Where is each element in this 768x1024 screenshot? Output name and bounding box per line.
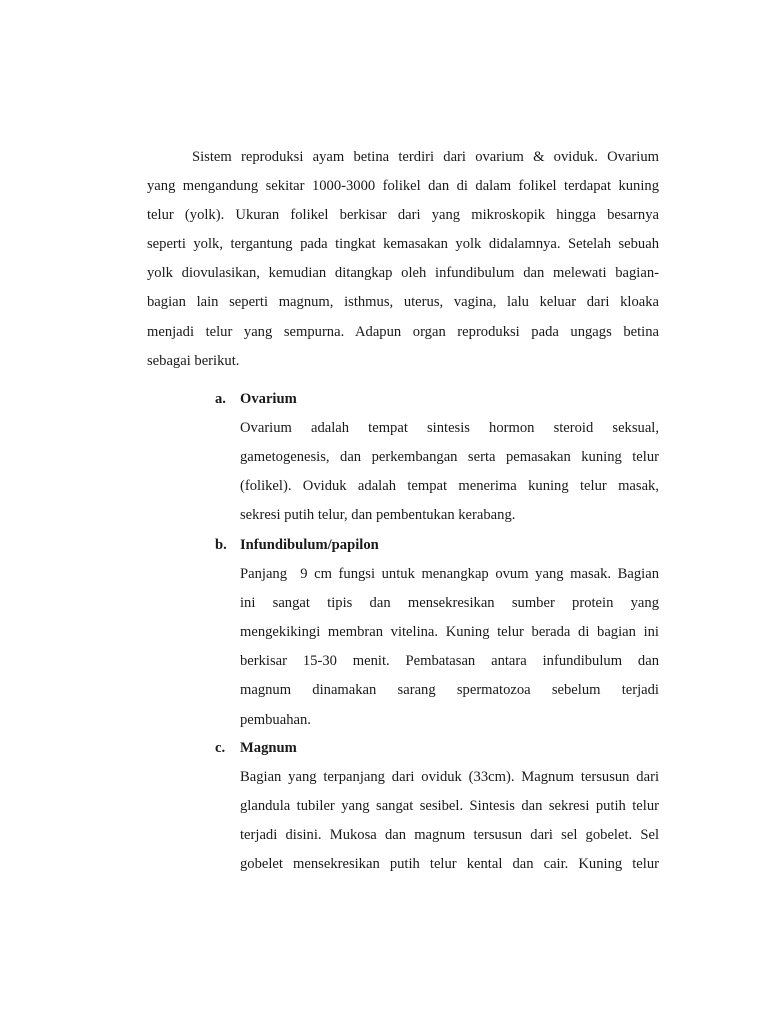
section-body <box>240 763 659 879</box>
body-line: Panjang 9 cm fungsi untuk menangkap ovum yang masak. Bagian <box>240 566 659 583</box>
body-line: magnum dinamakan sarang spermatozoa sebelum terjadi <box>240 682 659 699</box>
body-line: glandula tubiler yang sangat sesibel. Sintesis dan sekresi putih telur <box>240 798 659 815</box>
intro-line: menjadi telur yang sempurna. Adapun organ reproduksi pada ungags betina <box>147 323 659 340</box>
body-line: gametogenesis, dan perkembangan serta pemasakan kuning telur <box>240 449 659 466</box>
section-heading <box>215 385 659 414</box>
section-letter: a. <box>215 391 226 407</box>
body-line: gobelet mensekresikan putih telur kental dan cair. Kuning telur <box>240 856 659 873</box>
section-body <box>240 560 659 735</box>
body-line: terjadi disini. Mukosa dan magnum tersusun dari sel gobelet. Sel <box>240 827 659 844</box>
intro-line: bagian lain seperti magnum, isthmus, uterus, vagina, lalu keluar dari kloaka <box>147 294 659 311</box>
section-heading <box>215 531 659 560</box>
body-line: mengekikingi membran vitelina. Kuning telur berada di bagian ini <box>240 624 659 641</box>
section-body <box>240 414 659 530</box>
intro-paragraph <box>147 143 659 376</box>
body-line: (folikel). Oviduk adalah tempat menerima kuning telur masak, <box>240 478 659 495</box>
intro-line: yang mengandung sekitar 1000-3000 folikel dan di dalam folikel terdapat kuning <box>147 178 659 195</box>
section-title: Ovarium <box>240 391 297 407</box>
body-line: Ovarium adalah tempat sintesis hormon steroid seksual, <box>240 420 659 437</box>
intro-line: Sistem reproduksi ayam betina terdiri dari ovarium & oviduk. Ovarium <box>192 149 659 165</box>
body-line: ini sangat tipis dan mensekresikan sumber protein yang <box>240 595 659 612</box>
section-ovarium <box>215 385 659 530</box>
body-line: Bagian yang terpanjang dari oviduk (33cm). Magnum tersusun dari <box>240 769 659 786</box>
body-line: pembuahan. <box>240 711 311 728</box>
section-infundibulum <box>215 531 659 735</box>
intro-line: sebagai berikut. <box>147 352 240 369</box>
body-line: sekresi putih telur, dan pembentukan kerabang. <box>240 507 516 524</box>
intro-line: telur (yolk). Ukuran folikel berkisar dari yang mikroskopik hingga besarnya <box>147 207 659 224</box>
section-magnum <box>215 734 659 879</box>
section-title: Infundibulum/papilon <box>240 537 379 553</box>
intro-line: seperti yolk, tergantung pada tingkat kemasakan yolk didalamnya. Setelah sebuah <box>147 236 659 253</box>
intro-line: yolk diovulasikan, kemudian ditangkap oleh infundibulum dan melewati bagian- <box>147 265 659 282</box>
section-title: Magnum <box>240 740 297 756</box>
section-letter: c. <box>215 740 226 756</box>
body-line: berkisar 15-30 menit. Pembatasan antara infundibulum dan <box>240 653 659 670</box>
section-heading <box>215 734 659 763</box>
section-letter: b. <box>215 537 227 553</box>
